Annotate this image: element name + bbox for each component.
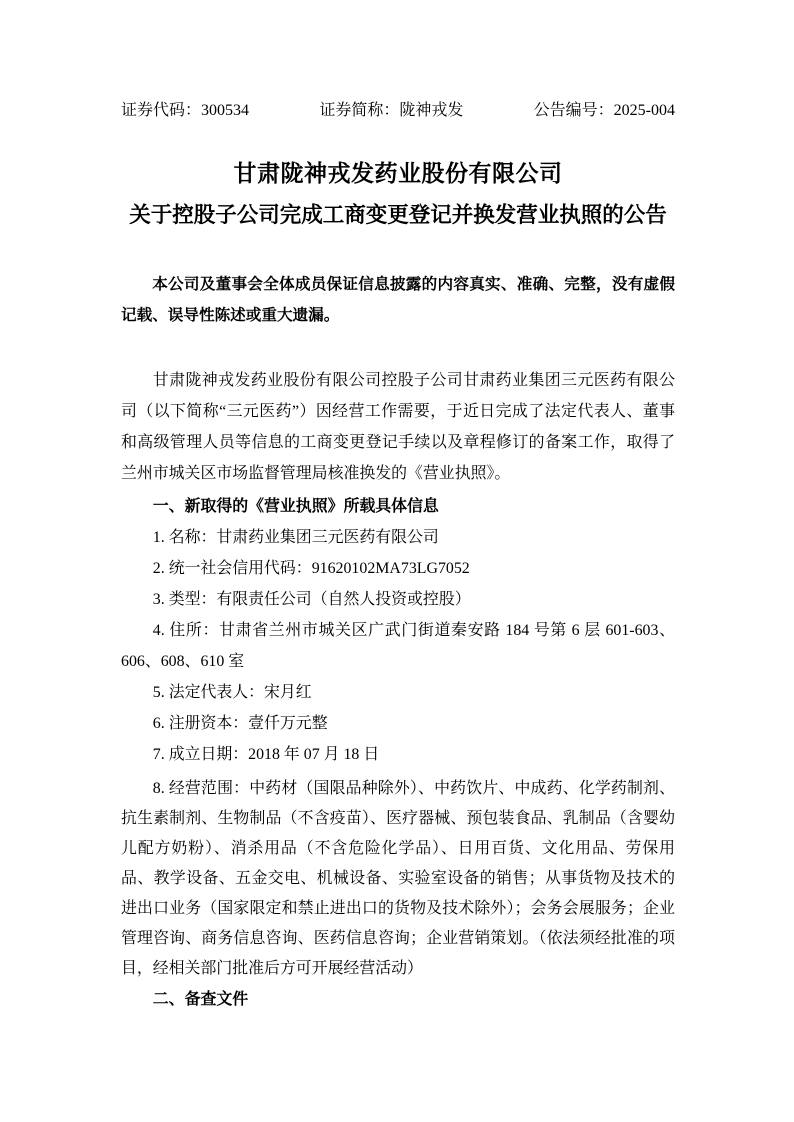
stock-abbr: 证券简称：陇神戎发: [319, 102, 464, 119]
license-item-business-scope: 8. 经营范围：中药材（国限品种除外）、中药饮片、中成药、化学药制剂、抗生素制剂、生物制品（不含疫苗）、医疗器械、预包装食品、乳制品（含婴幼儿配方奶粉）、消杀用品（不含危险化学品）、日用百货、文化用品、劳保用品、教学设备、五金交电、机械设备、实验室设备的销售；从事货物及技术的进出口业务（国家限定和禁止进出口的货物及技术除外）；会务会展服务；企业管理咨询、商务信息咨询、医药信息咨询；企业营销策划。（依法须经批准的项目，经相关部门批准后方可开展经营活动）: [121, 780, 675, 977]
announcement-title: 关于控股子公司完成工商变更登记并换发营业执照的公告: [129, 203, 667, 227]
intro-paragraph: 甘肃陇神戎发药业股份有限公司控股子公司甘肃药业集团三元医药有限公司（以下简称“三元医药”）因经营工作需要，于近日完成了法定代表人、董事和高级管理人员等信息的工商变更登记手续以及章程修订的备案工作，取得了兰州市城关区市场监督管理局核准换发的《营业执照》。: [121, 372, 675, 482]
license-item-registered-capital: 6. 注册资本：壹仟万元整: [152, 715, 328, 732]
stock-code: 证券代码：300534: [121, 102, 250, 119]
license-item-address: 4. 住所：甘肃省兰州市城关区广武门街道秦安路 184 号第 6 层 601-603、606、608、610 室: [121, 622, 675, 670]
license-item-name: 1. 名称：甘肃药业集团三元医药有限公司: [152, 529, 439, 546]
announcement-number: 公告编号：2025-004: [533, 102, 675, 119]
license-item-legal-representative: 5. 法定代表人：宋月红: [152, 684, 312, 701]
document-header: [121, 96, 675, 126]
license-item-establishment-date: 7. 成立日期：2018 年 07 月 18 日: [152, 746, 380, 763]
section1-heading: 一、新取得的《营业执照》所载具体信息: [152, 498, 439, 515]
license-item-type: 3. 类型：有限责任公司（自然人投资或控股）: [152, 591, 471, 608]
section2-heading: 二、备查文件: [152, 991, 249, 1008]
license-item-credit-code: 2. 统一社会信用代码：91620102MA73LG7052: [152, 560, 470, 577]
company-name-title: 甘肃陇神戎发药业股份有限公司: [233, 160, 563, 186]
disclaimer-statement: 本公司及董事会全体成员保证信息披露的内容真实、准确、完整，没有虚假记载、误导性陈述或重大遗漏。: [121, 276, 675, 324]
